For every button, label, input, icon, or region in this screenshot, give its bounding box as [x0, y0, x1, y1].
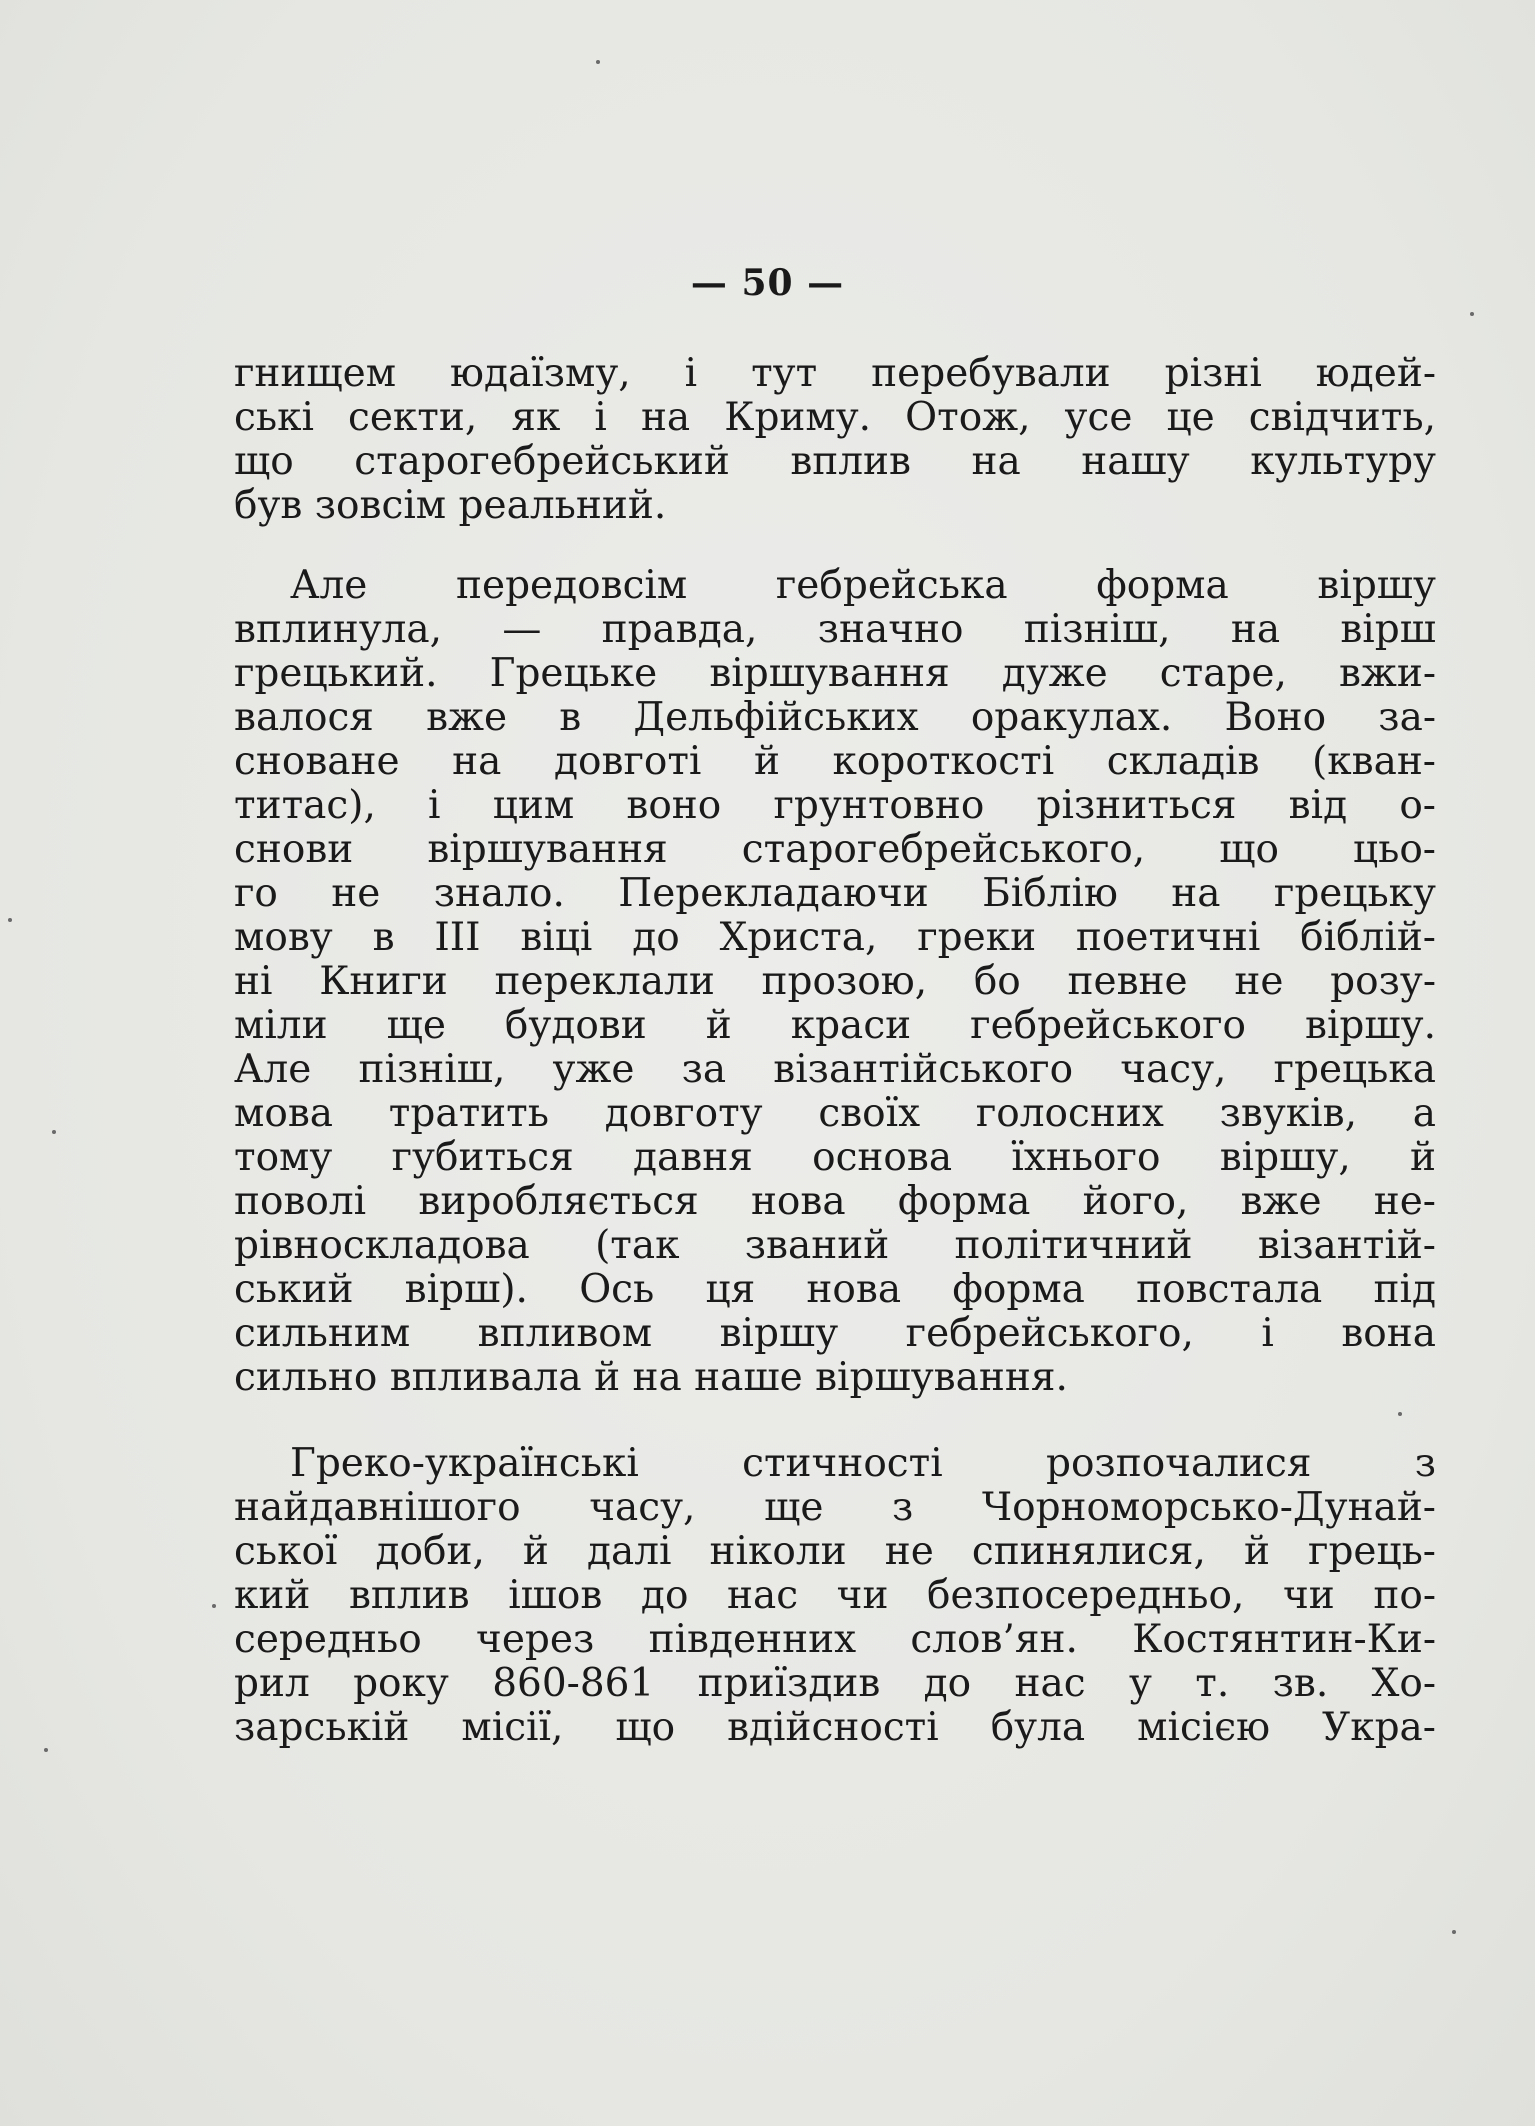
text-line: рівноскладова (так званий політичний візантій-: [234, 1223, 1436, 1268]
text-line: валося вже в Дельфійських оракулах. Воно за-: [234, 695, 1436, 740]
text-line: мова тратить довготу своїх голосних звуків, а: [234, 1091, 1436, 1136]
text-line: середньо через південних слов’ян. Костянтин-Ки-: [234, 1617, 1436, 1662]
text-line: зарській місії, що вдійсності була місією Укра-: [234, 1705, 1436, 1750]
paragraph-3: [234, 1442, 1436, 1750]
text-line: ський вірш). Ось ця нова форма повстала під: [234, 1267, 1436, 1312]
text-line: кий вплив ішов до нас чи безпосередньо, чи по-: [234, 1573, 1436, 1618]
scan-speck: [44, 1748, 48, 1752]
scan-speck: [1452, 1930, 1456, 1934]
text-line: го не знало. Перекладаючи Біблію на грецьку: [234, 871, 1436, 916]
text-line: що старогебрейський вплив на нашу культуру: [234, 439, 1436, 484]
text-line: поволі виробляється нова форма його, вже не-: [234, 1179, 1436, 1224]
text-line: гнищем юдаїзму, і тут перебували різні юдей-: [234, 351, 1436, 396]
text-line: був зовсім реальний.: [234, 483, 667, 528]
text-line: рил року 860-861 приїздив до нас у т. зв. Хо-: [234, 1661, 1436, 1706]
paragraph-2: [234, 564, 1436, 1400]
text-line: сноване на довготі й короткості складів (кван-: [234, 739, 1436, 784]
text-line: Греко-українські стичності розпочалися з: [290, 1441, 1436, 1486]
text-line: вплинула, — правда, значно пізніш, на вірш: [234, 607, 1436, 652]
text-line: грецький. Грецьке віршування дуже старе, вжи-: [234, 651, 1436, 696]
scan-speck: [1398, 1412, 1402, 1416]
scan-speck: [52, 1130, 56, 1134]
text-line: найдавнішого часу, ще з Чорноморсько-Дунай-: [234, 1485, 1436, 1530]
text-line: тому губиться давня основа їхнього віршу, й: [234, 1135, 1436, 1180]
scan-speck: [596, 60, 600, 64]
text-line: сильно впливала й на наше віршування.: [234, 1355, 1068, 1400]
scan-speck: [8, 918, 12, 922]
text-line: Але пізніш, уже за візантійського часу, грецька: [234, 1047, 1436, 1092]
scan-speck: [1470, 312, 1474, 316]
text-line: мову в III віці до Христа, греки поетичні біблій-: [234, 915, 1436, 960]
text-line: титас), і цим воно грунтовно різниться від о-: [234, 783, 1436, 828]
text-line: міли ще будови й краси гебрейського віршу.: [234, 1003, 1436, 1048]
page-number: — 50 —: [690, 262, 845, 304]
text-line: Але передовсім гебрейська форма віршу: [290, 563, 1436, 608]
paragraph-1: [234, 352, 1436, 528]
scan-speck: [212, 1604, 216, 1608]
text-line: ські секти, як і на Криму. Отож, усе це свідчить,: [234, 395, 1436, 440]
text-line: снови віршування старогебрейського, що цьо-: [234, 827, 1436, 872]
text-line: ні Книги переклали прозою, бо певне не розу-: [234, 959, 1436, 1004]
text-line: сильним впливом віршу гебрейського, і вона: [234, 1311, 1436, 1356]
text-line: ської доби, й далі ніколи не спинялися, й грець-: [234, 1529, 1436, 1574]
